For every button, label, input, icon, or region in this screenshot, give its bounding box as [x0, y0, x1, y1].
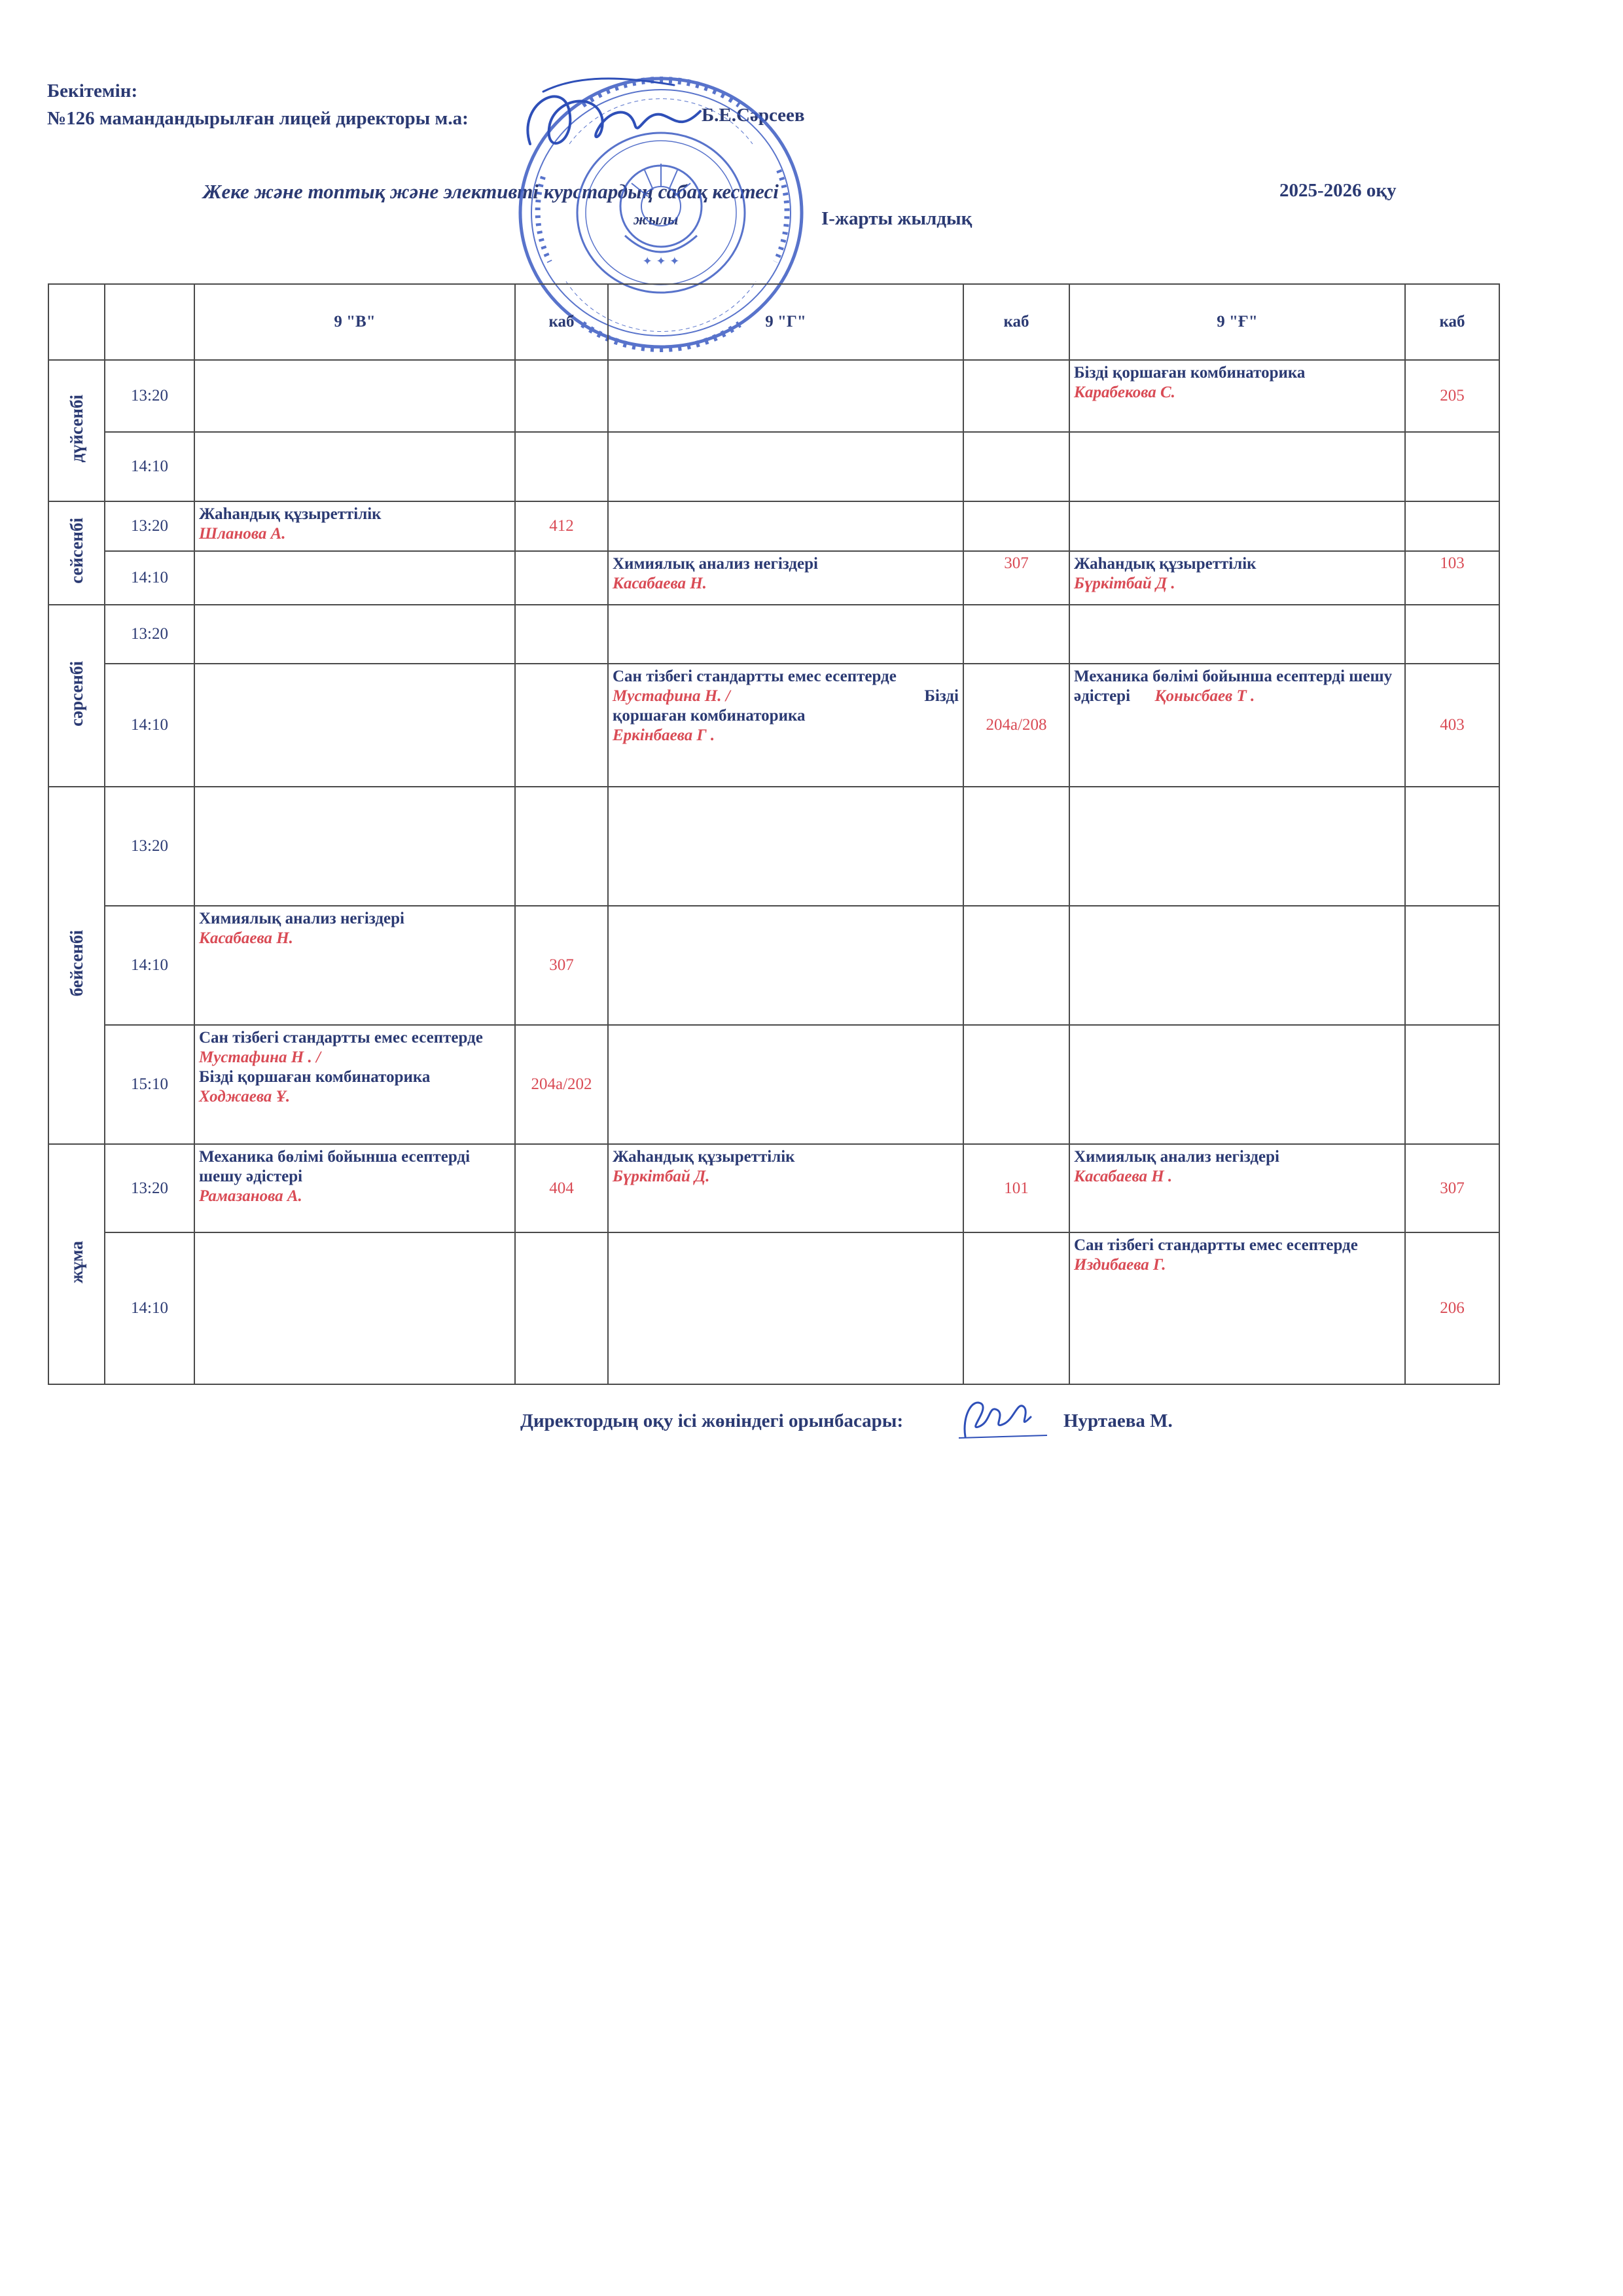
day-monday: дүйсенбі — [48, 360, 105, 501]
time-cell: 14:10 — [105, 432, 194, 501]
room-cell — [515, 360, 608, 432]
subject: Химиялық анализ негіздері — [613, 555, 818, 573]
header-room-2: каб — [963, 284, 1069, 360]
room-cell — [515, 664, 608, 787]
header-room-3: каб — [1405, 284, 1499, 360]
time-cell: 14:10 — [105, 664, 194, 787]
room-cell — [515, 605, 608, 664]
day-thursday: бейсенбі — [48, 787, 105, 1144]
teacher: Бүркітбай Д. — [613, 1168, 710, 1185]
subject: Сан тізбегі стандартты емес есептерде — [613, 668, 897, 685]
svg-text:✦ ✦ ✦: ✦ ✦ ✦ — [642, 255, 680, 268]
semester-label: I-жарты жылдық — [821, 208, 972, 229]
room-cell — [963, 1025, 1069, 1144]
lesson-cell — [608, 501, 963, 551]
table-row — [48, 1232, 1499, 1384]
lesson-cell — [1069, 906, 1405, 1025]
teacher: Касабаева Н. — [199, 929, 293, 947]
room-cell: 204а/208 — [963, 664, 1069, 787]
deputy-label: Директордың оқу ісі жөніндегі орынбасары: — [520, 1410, 904, 1431]
lesson-cell — [194, 432, 515, 501]
lesson-cell — [608, 551, 963, 605]
time-cell: 13:20 — [105, 1144, 194, 1232]
lesson-cell — [1069, 432, 1405, 501]
lesson-cell — [608, 1025, 963, 1144]
lesson-cell — [194, 551, 515, 605]
room-cell: 403 — [1405, 664, 1499, 787]
lesson-cell — [1069, 360, 1405, 432]
subject-2: қоршаған комбинаторика — [613, 707, 806, 725]
lesson-cell — [194, 1025, 515, 1144]
deputy-signature-icon — [952, 1391, 1050, 1443]
teacher: Мустафина Н . / — [199, 1049, 321, 1066]
subject: Механика бөлімі бойынша есептерді шешу әдістері — [1074, 668, 1393, 705]
teacher: Касабаева Н . — [1074, 1168, 1173, 1185]
room-cell — [1405, 501, 1499, 551]
lesson-cell — [608, 906, 963, 1025]
time-cell: 13:20 — [105, 360, 194, 432]
lesson-cell — [1069, 787, 1405, 906]
teacher: Касабаева Н. — [613, 575, 707, 592]
room-cell — [963, 605, 1069, 664]
subject: Жаһандық құзыреттілік — [613, 1148, 795, 1166]
table-row — [48, 605, 1499, 664]
lesson-cell — [608, 1144, 963, 1232]
header-class-9v: 9 "В" — [194, 284, 515, 360]
teacher: Издибаева Г. — [1074, 1256, 1166, 1274]
teacher: Рамазанова А. — [199, 1187, 302, 1205]
subject-2: Бізді қоршаған комбинаторика — [199, 1068, 431, 1086]
table-row — [48, 1025, 1499, 1144]
room-cell — [1405, 432, 1499, 501]
lesson-cell — [194, 906, 515, 1025]
lesson-cell — [1069, 501, 1405, 551]
lesson-cell — [194, 1144, 515, 1232]
room-cell: 101 — [963, 1144, 1069, 1232]
lesson-cell — [194, 664, 515, 787]
day-wednesday: сәрсенбі — [48, 605, 105, 787]
document-title: Жеке және топтық және элективті курстардың сабақ кестесі — [203, 180, 779, 203]
room-cell: 404 — [515, 1144, 608, 1232]
room-cell: 206 — [1405, 1232, 1499, 1384]
lesson-cell — [194, 605, 515, 664]
director-line: №126 мамандандырылған лицей директоры м.а: — [47, 108, 469, 129]
room-cell — [1405, 906, 1499, 1025]
approval-block — [47, 77, 469, 132]
room-cell — [963, 432, 1069, 501]
teacher: Карабекова С. — [1074, 384, 1175, 401]
subject: Механика бөлімі бойынша есептерді шешу әдістері — [199, 1148, 471, 1185]
time-cell: 13:20 — [105, 605, 194, 664]
lesson-cell — [1069, 1232, 1405, 1384]
schedule-table — [48, 283, 1500, 1385]
lesson-cell — [194, 787, 515, 906]
lesson-cell — [608, 360, 963, 432]
teacher: Қонысбаев Т . — [1154, 687, 1255, 705]
time-cell: 14:10 — [105, 906, 194, 1025]
room-cell — [515, 432, 608, 501]
room-cell — [1405, 1025, 1499, 1144]
day-tuesday: сейсенбі — [48, 501, 105, 605]
table-row — [48, 432, 1499, 501]
header-class-9gh: 9 "Ғ" — [1069, 284, 1405, 360]
lesson-cell — [608, 605, 963, 664]
room-cell — [963, 360, 1069, 432]
lesson-cell — [1069, 1144, 1405, 1232]
time-cell: 13:20 — [105, 787, 194, 906]
table-row — [48, 501, 1499, 551]
director-signature-icon — [504, 65, 720, 170]
room-cell — [963, 787, 1069, 906]
teacher-2: Еркінбаева Г . — [613, 726, 715, 744]
teacher-line — [613, 687, 959, 706]
header-room-1: каб — [515, 284, 608, 360]
subject: Сан тізбегі стандартты емес есептерде — [199, 1029, 483, 1047]
room-cell: 103 — [1405, 551, 1499, 605]
room-cell — [1405, 787, 1499, 906]
time-cell: 13:20 — [105, 501, 194, 551]
header-class-9g: 9 "Г" — [608, 284, 963, 360]
room-cell: 307 — [963, 551, 1069, 605]
time-cell: 14:10 — [105, 1232, 194, 1384]
room-cell — [1405, 605, 1499, 664]
room-cell: 307 — [1405, 1144, 1499, 1232]
deputy-name: Нуртаева М. — [1063, 1410, 1173, 1431]
subject: Жаһандық құзыреттілік — [1074, 555, 1257, 573]
room-cell: 307 — [515, 906, 608, 1025]
teacher: Бүркітбай Д . — [1074, 575, 1175, 592]
approve-label: Бекітемін: — [47, 81, 138, 101]
room-cell — [963, 501, 1069, 551]
table-row — [48, 664, 1499, 787]
room-cell: 204а/202 — [515, 1025, 608, 1144]
subject: Химиялық анализ негіздері — [199, 910, 404, 927]
day-friday: жұма — [48, 1144, 105, 1384]
academic-year: 2025-2026 оқу — [1279, 180, 1397, 201]
table-row — [48, 787, 1499, 906]
subject: Бізді қоршаған комбинаторика — [1074, 364, 1306, 382]
lesson-cell — [608, 787, 963, 906]
room-cell — [963, 906, 1069, 1025]
subject: Жаһандық құзыреттілік — [199, 505, 382, 523]
room-cell — [963, 1232, 1069, 1384]
lesson-cell — [194, 1232, 515, 1384]
lesson-cell — [608, 664, 963, 787]
subject: Сан тізбегі стандартты емес есептерде — [1074, 1236, 1358, 1254]
time-cell: 14:10 — [105, 551, 194, 605]
director-name: Б.Е.Сәрсеев — [702, 105, 805, 126]
lesson-cell — [1069, 551, 1405, 605]
room-cell — [515, 1232, 608, 1384]
teacher-2: Ходжаева Ұ. — [199, 1088, 291, 1105]
table-header-row — [48, 284, 1499, 360]
lesson-cell — [1069, 605, 1405, 664]
header-time — [105, 284, 194, 360]
header-day — [48, 284, 105, 360]
room-cell: 412 — [515, 501, 608, 551]
lesson-cell — [194, 501, 515, 551]
teacher: Мустафина Н. / — [613, 687, 730, 705]
lesson-cell — [608, 432, 963, 501]
room-cell — [515, 551, 608, 605]
lesson-cell — [194, 360, 515, 432]
teacher: Шланова А. — [199, 525, 286, 543]
table-row — [48, 1144, 1499, 1232]
room-cell: 205 — [1405, 360, 1499, 432]
table-row — [48, 551, 1499, 605]
lesson-cell — [1069, 1025, 1405, 1144]
year-label: жылы — [633, 211, 679, 228]
subject-2-part: Бізді — [924, 687, 959, 705]
subject: Химиялық анализ негіздері — [1074, 1148, 1279, 1166]
lesson-cell — [608, 1232, 963, 1384]
room-cell — [515, 787, 608, 906]
table-row — [48, 906, 1499, 1025]
time-cell: 15:10 — [105, 1025, 194, 1144]
lesson-cell — [1069, 664, 1405, 787]
table-row — [48, 360, 1499, 432]
